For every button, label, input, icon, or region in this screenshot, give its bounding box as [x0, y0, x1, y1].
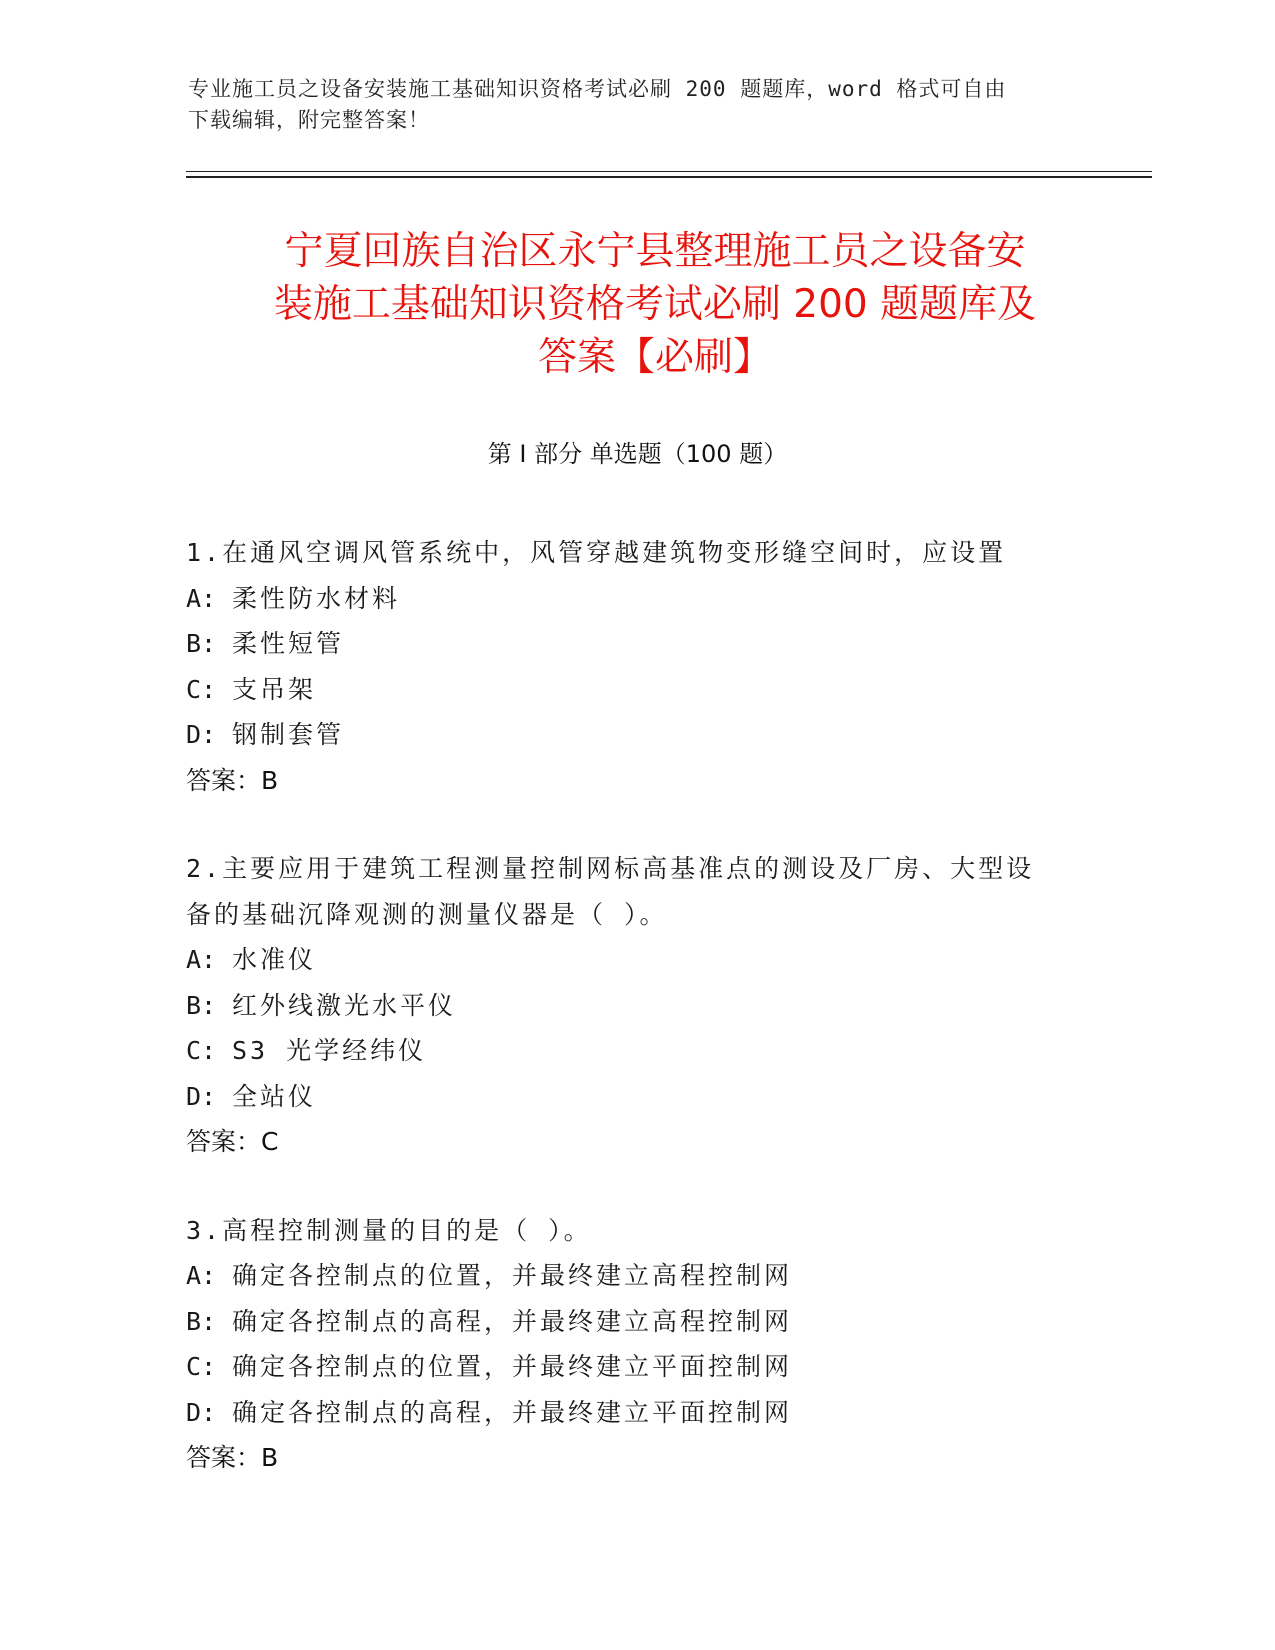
question-answer: 答案：B [186, 1443, 279, 1472]
question-answer: 答案：B [186, 765, 279, 795]
option-letter: C: [186, 674, 217, 704]
question-item [186, 1208, 1066, 1481]
option-letter: C: [186, 1352, 217, 1381]
question-answer: 答案：C [186, 1127, 279, 1156]
question-item [186, 530, 1066, 803]
question-stem: 3.高程控制测量的目的是（ ）。 [186, 1215, 592, 1245]
option-letter: D: [186, 1081, 217, 1111]
option-text: 水准仪 [232, 945, 317, 974]
option-text: 确定各控制点的位置，并最终建立平面控制网 [232, 1352, 793, 1381]
option-text: 确定各控制点的高程，并最终建立平面控制网 [232, 1397, 793, 1427]
question-option [186, 1074, 1066, 1120]
option-letter: D: [186, 720, 217, 749]
question-option [186, 983, 1066, 1029]
question-option [186, 1390, 1066, 1436]
document-title-line-3: 答案【必刷】 [537, 335, 772, 380]
option-letter: A: [186, 583, 217, 613]
option-letter: A: [186, 945, 217, 974]
question-option [186, 937, 1066, 983]
header-divider-thin [186, 171, 1152, 172]
option-text: 柔性防水材料 [232, 583, 401, 613]
document-title [150, 225, 1160, 384]
option-letter: C: [186, 1036, 217, 1065]
option-text: 柔性短管 [232, 629, 345, 658]
option-letter: B: [186, 629, 217, 658]
document-title-line-2: 装施工基础知识资格考试必刷 200 题题库及 [273, 282, 1037, 327]
option-text: 钢制套管 [232, 720, 345, 749]
question-stem: 1.在通风空调风管系统中，风管穿越建筑物变形缝空间时，应设置 [186, 538, 1007, 567]
option-text: 红外线激光水平仪 [232, 990, 457, 1020]
option-text: 确定各控制点的高程，并最终建立高程控制网 [232, 1306, 793, 1336]
option-text: S3 光学经纬仪 [232, 1036, 427, 1065]
option-text: 支吊架 [232, 674, 317, 704]
question-item [186, 846, 1066, 1165]
question-stem: 2.主要应用于建筑工程测量控制网标高基准点的测设及厂房、大型设 [186, 854, 1035, 883]
header-note [188, 74, 1088, 136]
question-option [186, 1299, 1066, 1345]
option-letter: B: [186, 1306, 217, 1336]
question-option [186, 1344, 1066, 1390]
question-option [186, 1253, 1066, 1299]
option-letter: A: [186, 1261, 217, 1290]
header-note-line-2: 下载编辑，附完整答案！ [188, 108, 430, 132]
header-note-line-1: 专业施工员之设备安装施工基础知识资格考试必刷 200 题题库，word 格式可自由 [188, 77, 1007, 101]
option-letter: D: [186, 1397, 217, 1427]
question-option [186, 1028, 1066, 1074]
section-heading: 第 I 部分 单选题（100 题） [487, 440, 788, 468]
question-option [186, 621, 1066, 667]
question-option [186, 576, 1066, 622]
option-text: 全站仪 [232, 1081, 317, 1111]
header-divider-thick [186, 176, 1152, 178]
question-option [186, 712, 1066, 758]
question-list [186, 530, 1066, 1524]
document-title-line-1: 宁夏回族自治区永宁县整理施工员之设备安 [284, 229, 1026, 274]
question-option [186, 667, 1066, 713]
option-text: 确定各控制点的位置，并最终建立高程控制网 [232, 1261, 793, 1290]
option-letter: B: [186, 990, 217, 1020]
question-stem: 备的基础沉降观测的测量仪器是（ ）。 [186, 899, 668, 929]
